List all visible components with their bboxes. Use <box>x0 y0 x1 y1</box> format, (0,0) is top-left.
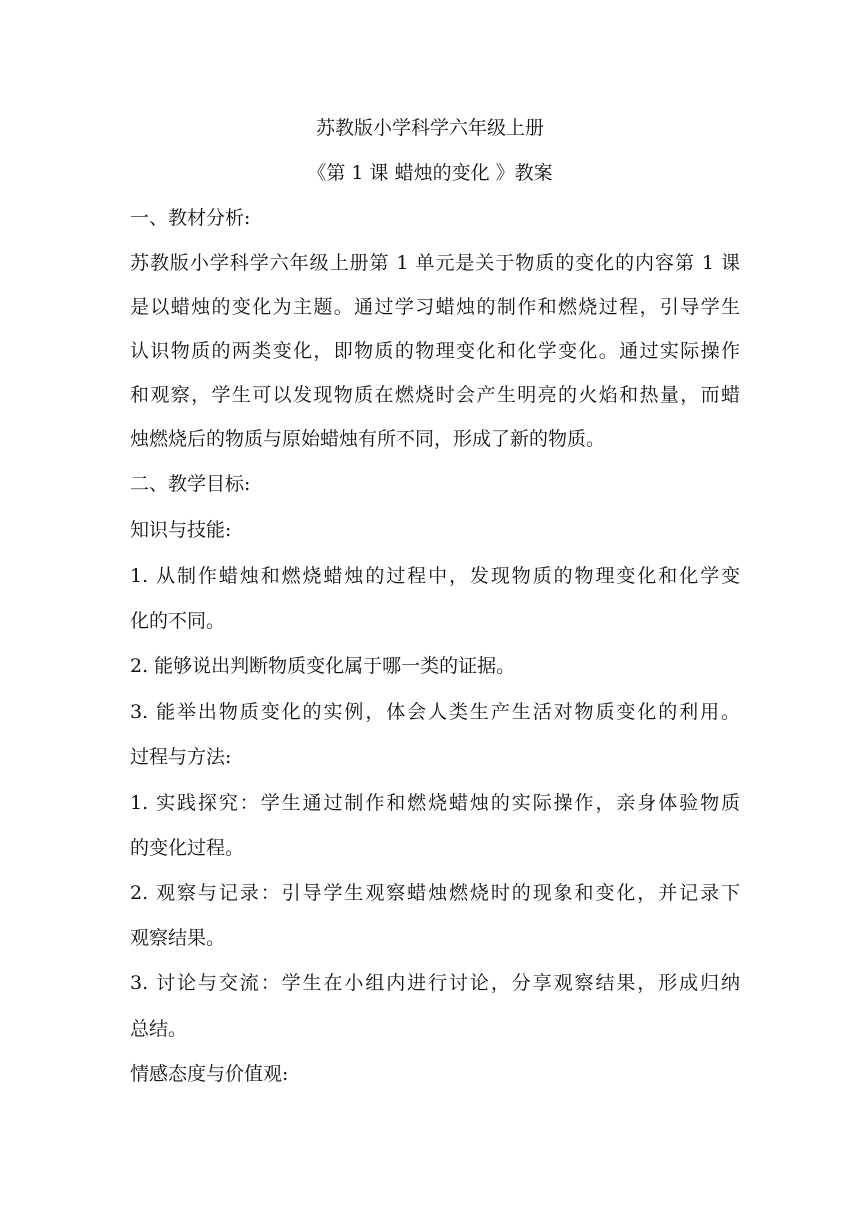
process-item-1-line-1: 1. 实践探究：学生通过制作和燃烧蜡烛的实际操作，亲身体验物质 <box>130 792 740 814</box>
section1-para-line-4: 和观察，学生可以发现物质在燃烧时会产生明亮的火焰和热量，而蜡 <box>130 384 740 406</box>
knowledge-item-3: 3. 能举出物质变化的实例，体会人类生产生活对物质变化的利用。 <box>130 701 740 723</box>
emotion-heading: 情感态度与价值观: <box>130 1063 289 1085</box>
knowledge-item-2: 2. 能够说出判断物质变化属于哪一类的证据。 <box>130 655 516 677</box>
process-item-1-line-2: 的变化过程。 <box>130 837 245 859</box>
process-item-3-line-2: 总结。 <box>130 1018 188 1040</box>
knowledge-heading: 知识与技能: <box>130 519 232 541</box>
section1-heading: 一、教材分析: <box>130 207 251 229</box>
knowledge-item-1-line-1: 1. 从制作蜡烛和燃烧蜡烛的过程中，发现物质的物理变化和化学变 <box>130 565 740 587</box>
doc-subtitle: 《第 1 课 蜡烛的变化 》教案 <box>307 162 553 184</box>
doc-title: 苏教版小学科学六年级上册 <box>315 117 544 139</box>
section1-para-line-5: 烛燃烧后的物质与原始蜡烛有所不同，形成了新的物质。 <box>130 428 606 450</box>
section1-para-line-2: 是以蜡烛的变化为主题。通过学习蜡烛的制作和燃烧过程，引导学生 <box>130 296 740 318</box>
process-item-2-line-1: 2. 观察与记录：引导学生观察蜡烛燃烧时的现象和变化，并记录下 <box>130 882 740 904</box>
process-item-2-line-2: 观察结果。 <box>130 927 226 949</box>
process-heading: 过程与方法: <box>130 746 232 768</box>
section1-para-line-1: 苏教版小学科学六年级上册第 1 单元是关于物质的变化的内容第 1 课 <box>130 252 740 274</box>
section1-para-line-3: 认识物质的两类变化，即物质的物理变化和化学变化。通过实际操作 <box>130 340 740 362</box>
knowledge-item-1-line-2: 化的不同。 <box>130 610 226 632</box>
process-item-3-line-1: 3. 讨论与交流：学生在小组内进行讨论，分享观察结果，形成归纳 <box>130 972 740 994</box>
section2-heading: 二、教学目标: <box>130 473 251 495</box>
